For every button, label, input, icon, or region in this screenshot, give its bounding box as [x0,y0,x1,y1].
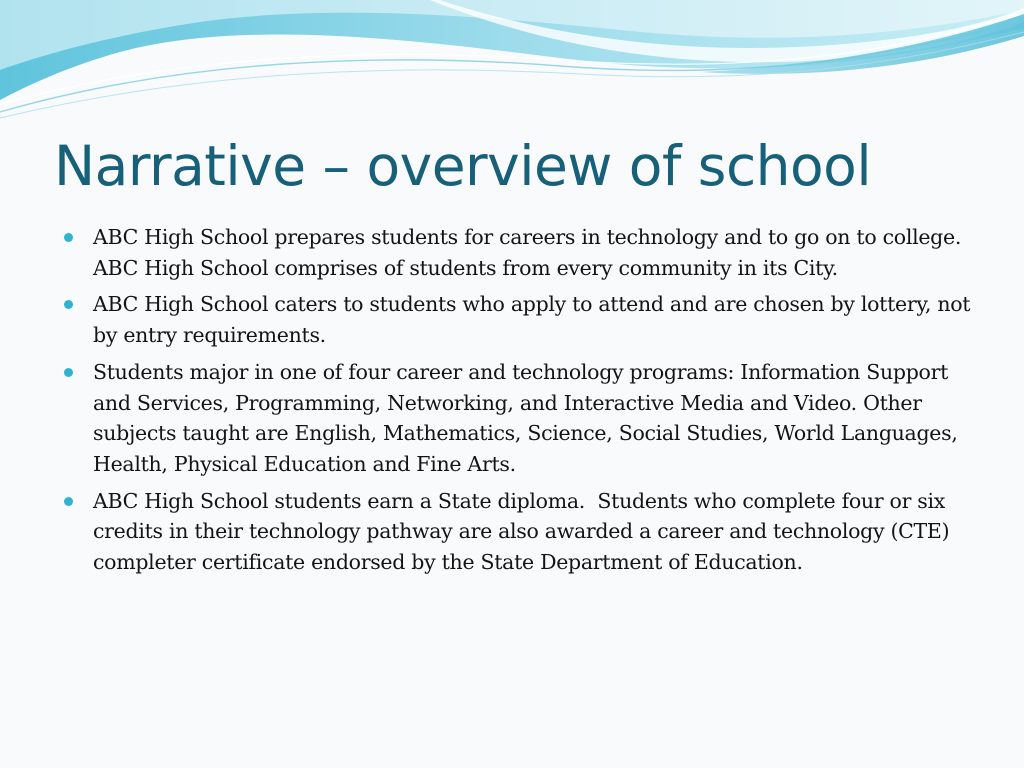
bullet-text: ABC High School prepares students for careers in technology and to go on to college. ABC High School comprises of students from every community in its City. [93,225,974,280]
bullet-text: ABC High School caters to students who apply to attend and are chosen by lottery, not by entry requirements. [93,292,977,348]
bullet-item [64,357,976,480]
slide-title: Narrative – overview of school [54,134,872,198]
bullet-text: Students major in one of four career and technology programs: Information Support and Services, Programming, Networking, and Interactive Media and Video. Other subjects taught are English, Mathematics, Science, Social Studies, World Languages, Health, Physical Education and Fine Arts. [93,359,964,476]
bullet-item [64,289,976,350]
bullet-list [64,222,976,584]
bullet-dot-icon [64,368,73,377]
bullet-item [64,222,976,283]
bullet-dot-icon [64,233,73,242]
bullet-dot-icon [64,497,73,506]
bullet-item [64,486,976,578]
bullet-dot-icon [64,300,73,309]
bullet-text: ABC High School students earn a State diploma. Students who complete four or six credits in their technology pathway are also awarded a career and technology (CTE) completer certificate endorsed by the State Department of Education. [93,488,956,575]
wave-header-decoration [0,0,1024,130]
